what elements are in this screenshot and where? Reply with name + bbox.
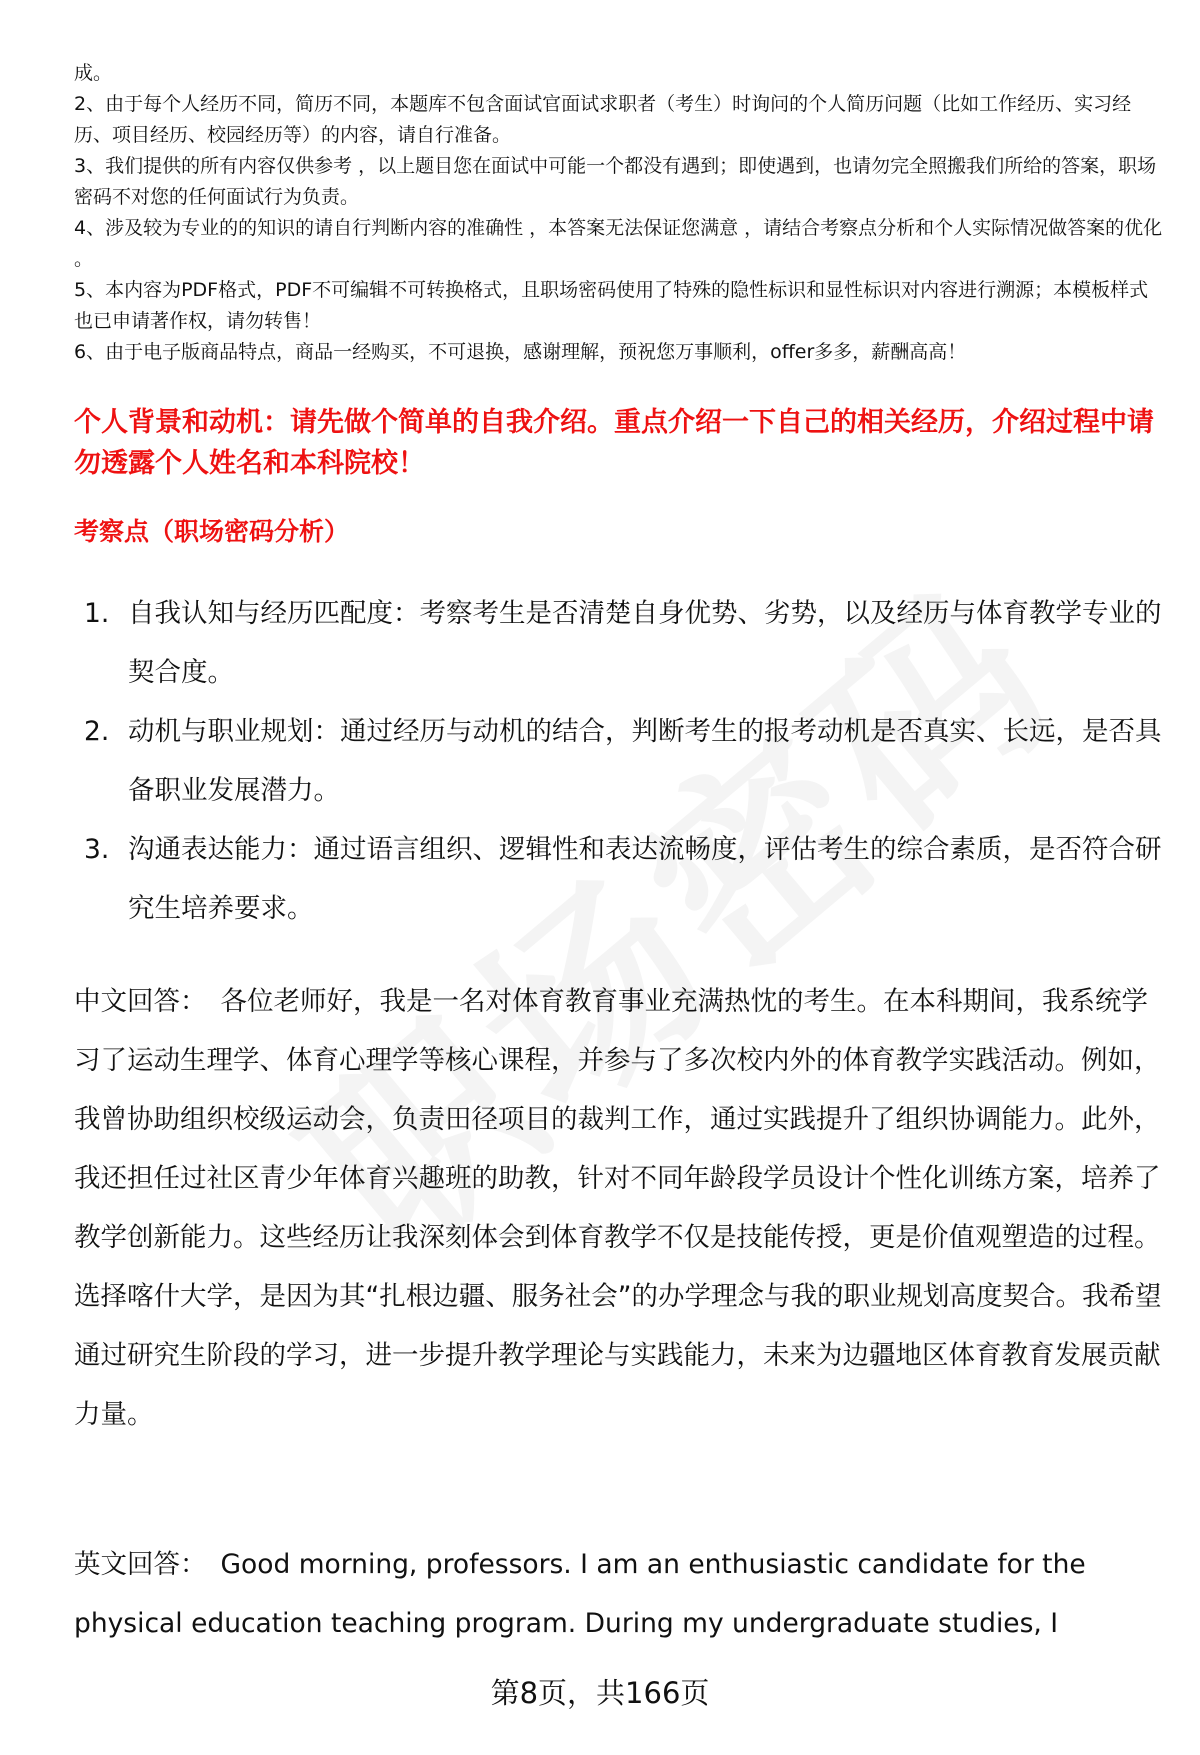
note-item: 5、本内容为PDF格式，PDF不可编辑不可转换格式，且职场密码使用了特殊的隐性标识和显性标识对内容进行溯源；本模板样式也已申请著作权，请勿转售！ xyxy=(74,279,1149,332)
page-number: 第8页，共166页 xyxy=(490,1676,710,1710)
disclaimer-notes xyxy=(74,58,1164,368)
analysis-heading: 考察点（职场密码分析） xyxy=(74,517,350,546)
note-item: 4、涉及较为专业的的知识的请自行判断内容的准确性 ，本答案无法保证您满意 ，请结合考察点分析和个人实际情况做答案的优化 。 xyxy=(74,217,1163,270)
note-item: 3、我们提供的所有内容仅供参考 ，以上题目您在面试中可能一个都没有遇到；即使遇到，也请勿完全照搬我们所给的答案，职场密码不对您的任何面试行为负责。 xyxy=(74,155,1157,208)
analysis-point xyxy=(74,584,1164,702)
note-item: 成。 xyxy=(74,62,113,84)
point-number: 3. xyxy=(84,834,110,865)
point-text: 沟通表达能力：通过语言组织、逻辑性和表达流畅度，评估考生的综合素质，是否符合研究生培养要求。 xyxy=(128,834,1162,924)
analysis-points xyxy=(74,584,1164,938)
point-number: 2. xyxy=(84,716,110,747)
note-item: 6、由于电子版商品特点，商品一经购买，不可退换，感谢理解，预祝您万事顺利，offer多多，薪酬高高！ xyxy=(74,341,967,363)
english-answer-text: Good morning, professors. I am an enthusiastic candidate for the physical education teaching program. During my undergraduate studies, I xyxy=(74,1549,1086,1639)
interview-question: 个人背景和动机：请先做个简单的自我介绍。重点介绍一下自己的相关经历，介绍过程中请勿透露个人姓名和本科院校！ xyxy=(74,407,1154,479)
english-answer-label: 英文回答： xyxy=(74,1549,207,1580)
analysis-point xyxy=(74,702,1164,820)
point-number: 1. xyxy=(84,598,110,629)
point-text: 自我认知与经历匹配度：考察考生是否清楚自身优势、劣势，以及经历与体育教学专业的契合度。 xyxy=(128,598,1162,688)
point-text: 动机与职业规划：通过经历与动机的结合，判断考生的报考动机是否真实、长远，是否具备职业发展潜力。 xyxy=(128,716,1162,806)
chinese-answer-label: 中文回答： xyxy=(74,986,207,1017)
analysis-point xyxy=(74,820,1164,938)
chinese-answer-text: 各位老师好，我是一名对体育教育事业充满热忱的考生。在本科期间，我系统学习了运动生理学、体育心理学等核心课程，并参与了多次校内外的体育教学实践活动。例如，我曾协助组织校级运动会，负责田径项目的裁判工作，通过实践提升了组织协调能力。此外，我还担任过社区青少年体育兴趣班的助教，针对不同年龄段学员设计个性化训练方案，培养了教学创新能力。这些经历让我深刻体会到体育教学不仅是技能传授，更是价值观塑造的过程。选择喀什大学，是因为其“扎根边疆、服务社会”的办学理念与我的职业规划高度契合。我希望通过研究生阶段的学习，进一步提升教学理论与实践能力，未来为边疆地区体育教育发展贡献力量。 xyxy=(74,986,1162,1430)
chinese-answer xyxy=(74,972,1164,1444)
english-answer xyxy=(74,1535,1164,1653)
note-item: 2、由于每个人经历不同，简历不同，本题库不包含面试官面试求职者（考生）时询问的个人简历问题（比如工作经历、实习经历、项目经历、校园经历等）的内容，请自行准备。 xyxy=(74,93,1132,146)
